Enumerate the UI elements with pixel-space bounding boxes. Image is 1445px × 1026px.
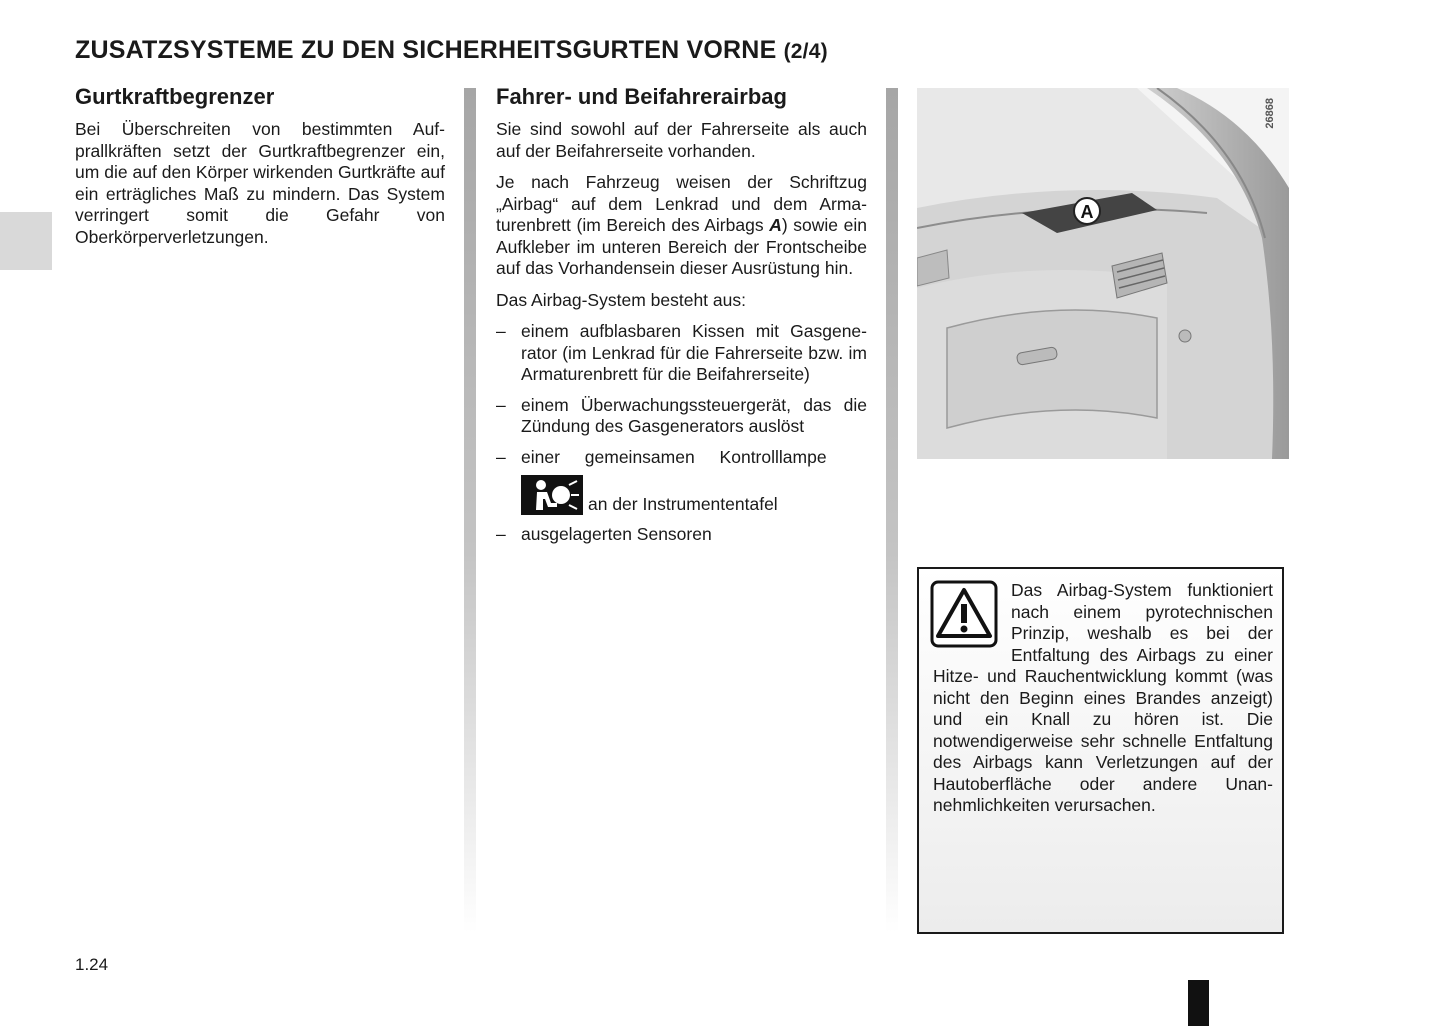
heading-airbag: Fahrer- und Beifahrerairbag — [496, 84, 787, 109]
list-item: – einer gemeinsamen Kontrolllampe an der Instrumententafel — [496, 446, 827, 514]
paragraph-belt-limiter: Bei Überschreiten von bestimmten Aufprallkräften setzt der Gurtkraftbegrenzer ein, um die auf den Körper wirkenden Gurtkräfte auf ein erträgliches Maß zu mindern. Das System verringert somit die Gefahr von Oberkörperverletzungen. — [75, 119, 445, 247]
dashboard-airbag-illustration — [917, 88, 1289, 459]
warning-text: Das Airbag-System funktioniert nach einem pyrotechnischen Prinzip, weshalb es bei der Entfaltung des Airbags zu einer Hitze- und Rauchentwicklung kommt (was nicht den Beginn eines Brandes anzeigt) und ein Knall zu hören ist. Die notwendigerweise sehr schnelle Entfaltung des Airbags kann Verletzungen auf der Hautoberfläche oder andere Unannehmlichkeiten verursachen. — [933, 580, 1273, 815]
airbag-label-ref: A — [769, 215, 782, 235]
airbag-warning-lamp-icon — [521, 475, 583, 515]
column-divider — [464, 88, 476, 933]
page-number: 1.24 — [75, 955, 109, 974]
section-tab — [0, 212, 52, 270]
heading-belt-limiter: Gurtkraftbegrenzer — [75, 84, 275, 109]
page-edge-marker — [1188, 980, 1209, 1026]
column-belt-limiter — [75, 83, 445, 258]
airbag-components-list — [496, 321, 867, 546]
paragraph-airbag-presence: Sie sind sowohl auf der Fahrerseite als auch auf der Beifahrerseite vorhanden. — [496, 119, 867, 161]
page-title-suffix: (2/4) — [783, 40, 828, 63]
column-airbag — [496, 83, 867, 555]
paragraph-airbag-marking: Je nach Fahrzeug weisen der Schriftzug „Airbag“ auf dem Lenkrad und dem Armaturenbrett (im Bereich des Airbags A) sowie ein Aufkleber im unteren Bereich der Frontscheibe auf das Vorhandensein dieser Ausrüstung hin. — [496, 172, 867, 278]
airbag-zone-label: A — [1080, 202, 1094, 222]
page-title-main: ZUSATZSYSTEME ZU DEN SICHERHEITSGURTEN VORNE — [75, 36, 777, 64]
list-item: – einem Überwachungssteuergerät, das die Zündung des Gasgenerators auslöst — [496, 394, 867, 436]
warning-box — [917, 567, 1284, 934]
paragraph-airbag-system: Das Airbag-System besteht aus: — [496, 289, 746, 310]
figure-number: 26868 — [1264, 98, 1276, 129]
column-divider — [886, 88, 898, 933]
list-item: – ausgelagerten Sensoren — [496, 524, 712, 544]
list-item: – einem aufblasbaren Kissen mit Gasgenerator (im Lenkrad für die Fahrerseite bzw. im Armaturenbrett für die Beifahrerseite) — [496, 321, 867, 384]
page-title — [75, 36, 828, 65]
